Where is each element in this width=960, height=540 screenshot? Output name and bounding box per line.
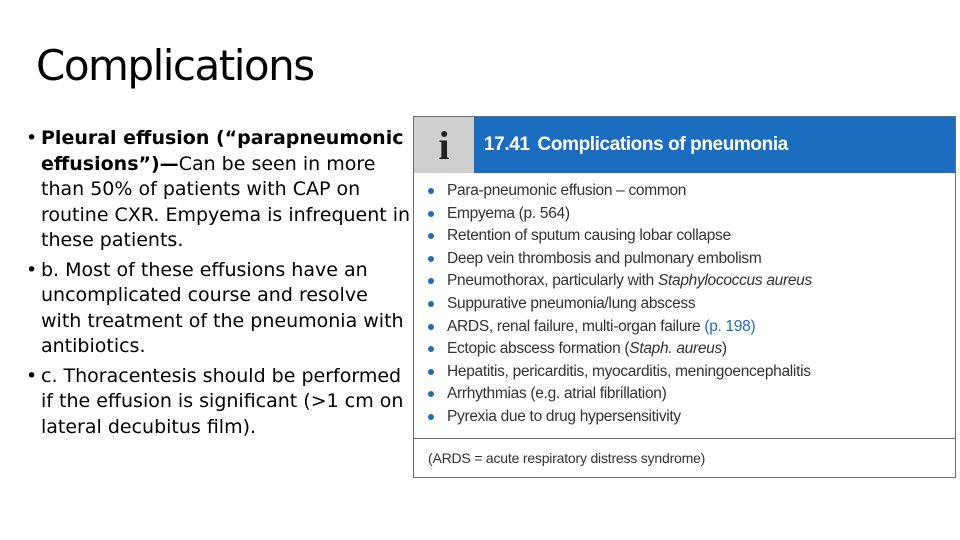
item-text: Retention of sputum causing lobar collapse [447,227,731,245]
list-item [426,225,947,248]
item-text: Ectopic abscess formation ( [447,340,630,358]
bullet-icon [428,391,434,397]
item-text: ARDS, renal failure, multi-organ failure [447,317,705,335]
bullet-icon [428,301,434,307]
complications-list [426,180,947,429]
item-italic: Staph. aureus [629,340,722,358]
list-item [426,316,947,339]
bullet-icon [428,188,434,194]
bullet-lead: Pleural effusion (“parapneumonic effusions”)— [41,127,404,175]
item-text: Empyema (p. 564) [447,204,570,222]
item-italic: Staphylococcus aureus [657,272,812,290]
table-divider [414,438,955,439]
bullet-icon [428,278,434,284]
bullet-item [24,258,412,360]
list-item [426,248,947,271]
info-letter: i [438,122,450,168]
item-text: Arrhythmias (e.g. atrial fibrillation) [447,385,667,403]
list-item [426,383,947,406]
table-title-band [474,117,955,173]
item-text: Para-pneumonic effusion – common [447,182,687,199]
item-text: Pneumothorax, particularly with [447,272,658,290]
item-text: Hepatitis, pericarditis, myocarditis, meningoencephalitis [447,362,811,380]
bullet-item [24,126,412,254]
item-text-after: ) [721,340,727,358]
bullet-dot: • [26,364,38,387]
bullet-dot: • [26,258,38,281]
table-heading: Complications of pneumonia [537,134,788,155]
list-item [426,180,947,203]
bullet-text: b. Most of these effusions have an uncomplicated course and resolve with treatment of the pneumonia with antibiotics. [41,258,404,357]
bullet-icon [428,256,434,262]
list-item [426,361,947,384]
bullet-icon [428,346,434,352]
table-footnote: (ARDS = acute respiratory distress syndrome) [428,450,706,466]
list-item [426,203,947,226]
item-text: Suppurative pneumonia/lung abscess [447,294,696,312]
bullet-icon [428,324,434,330]
slide-title: Complications [36,41,314,90]
list-item [426,406,947,429]
list-item [426,270,947,293]
complications-table [413,116,956,478]
bullet-item [24,364,412,441]
table-number: 17.41 [484,134,530,155]
bullet-icon [428,211,434,217]
page-reference: (p. 198) [704,317,756,335]
list-item [426,293,947,316]
item-text: Pyrexia due to drug hypersensitivity [447,407,681,425]
bullet-list [24,126,412,444]
bullet-icon [428,414,434,420]
bullet-text: c. Thoracentesis should be performed if the effusion is significant (>1 cm on lateral decubitus film). [41,364,404,438]
item-text: Deep vein thrombosis and pulmonary embolism [447,249,762,267]
bullet-text: Can be seen in more than 50% of patients with CAP on routine CXR. Empyema is infrequent in these patients. [41,152,411,251]
bullet-dot: • [26,127,38,149]
info-icon [414,117,474,173]
table-header [414,117,955,173]
bullet-icon [428,369,434,375]
list-item [426,338,947,361]
bullet-icon [428,233,434,239]
